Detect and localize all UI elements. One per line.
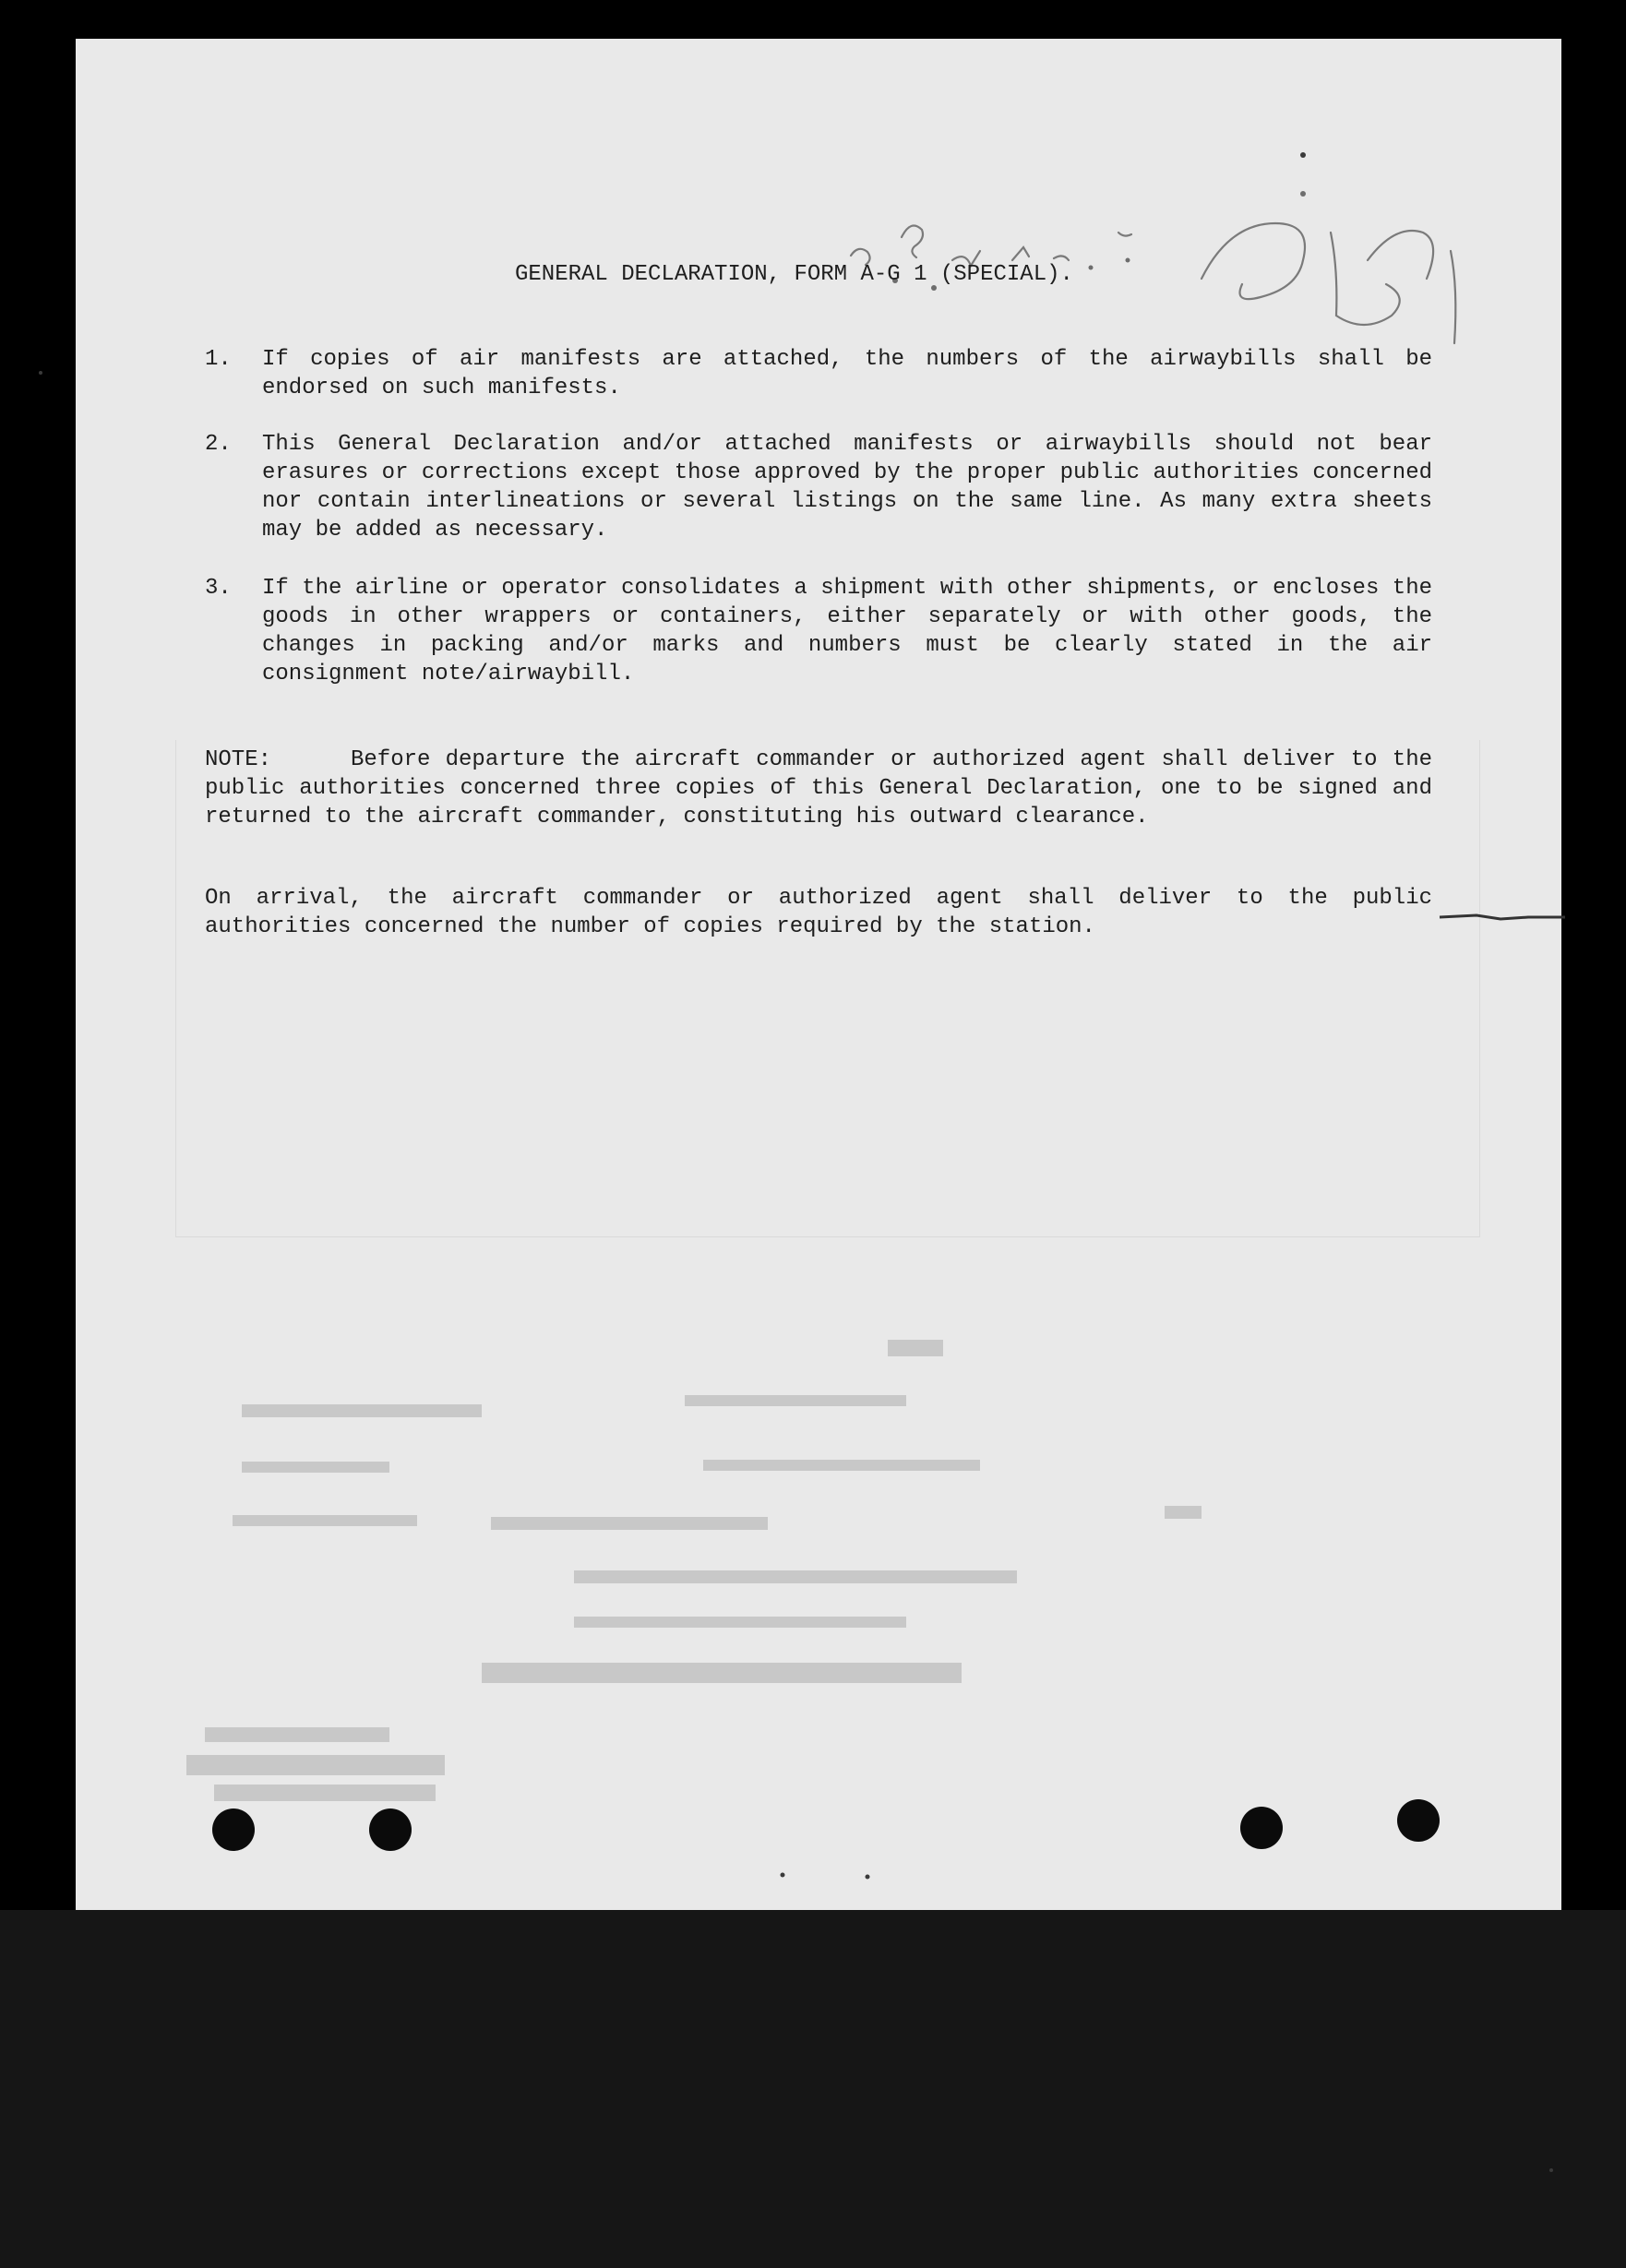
item-number: 1.: [205, 347, 232, 372]
note-label: NOTE:: [205, 747, 272, 772]
item-number: 2.: [205, 432, 232, 457]
item-text: If the airline or operator consolidates a shipment with other shipments, or encloses the goods in other wrappers or containers, either separately or with other goods, the changes in packing and/or marks and numbers must be clearly stated in the air consignment note/airwaybill.: [262, 576, 1432, 686]
item-text: This General Declaration and/or attached manifests or airwaybills should not bear erasures or corrections except those approved by the proper public authorities concerned nor contain interlineations or several listings on the same line. As many extra sheets may be added as necessary.: [262, 432, 1432, 543]
item-number: 3.: [205, 576, 232, 601]
arrival-text: On arrival, the aircraft commander or authorized agent shall deliver to the public authorities concerned the number of copies required by the station.: [205, 886, 1432, 939]
declaration-title: GENERAL DECLARATION, FORM A-G 1 (SPECIAL).: [515, 262, 1073, 287]
item-text: If copies of air manifests are attached, the numbers of the airwaybills shall be endorsed on such manifests.: [262, 347, 1432, 400]
note-text: Before departure the aircraft commander or authorized agent shall deliver to the public authorities concerned three copies of this General Declaration, one to be signed and returned to the aircraft commander, constituting his outward clearance.: [205, 747, 1432, 830]
